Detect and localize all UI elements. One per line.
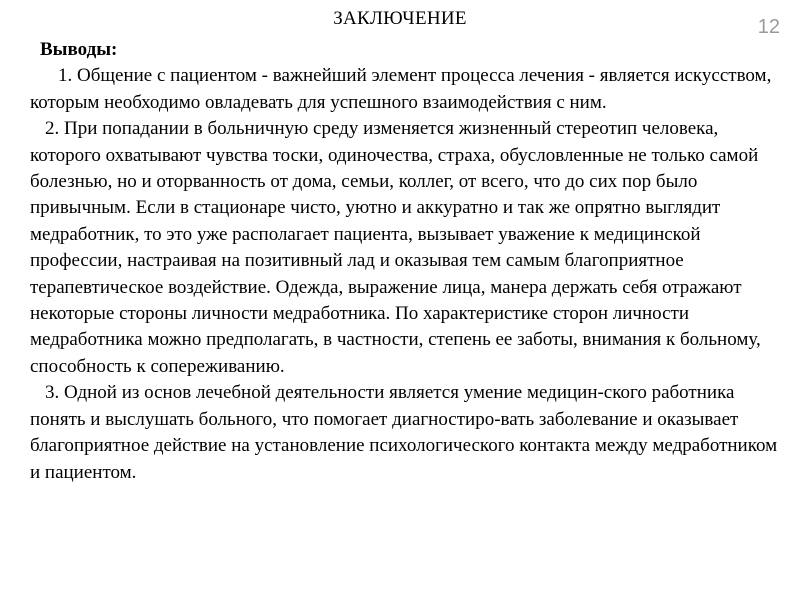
slide-title: ЗАКЛЮЧЕНИЕ xyxy=(333,8,467,29)
conclusion-paragraph-3: 3. Одной из основ лечебной деятельности является умение медицин-ского работника понять и выслушать больного, что помогает диагностиро-вать заболевание и оказывает благоприятное действие на установление психологического контакта между медработником и пациентом. xyxy=(30,382,778,483)
conclusions-heading: Выводы: xyxy=(40,39,118,60)
conclusions-body xyxy=(30,37,780,486)
conclusion-paragraph-2: 2. При попадании в больничную среду изменяется жизненный стереотип человека, которого охватывают чувства тоски, одиночества, страха, обусловленные не только самой болезнью, но и оторванность от дома, семьи, коллег, от всего, что до сих пор было привычным. Если в стационаре чисто, уютно и аккуратно и так же опрятно выглядит медработник, то это уже располагает пациента, вызывает уважение к медицинской профессии, настраивая на позитивный лад и оказывая тем самым благоприятное терапевтическое воздействие. Одежда, выражение лица, манера держать себя отражают некоторые стороны личности медработника. По характеристике сторон личности медработника можно предполагать, в частности, степень ее заботы, внимания к больному, способность к сопереживанию. xyxy=(30,118,761,377)
conclusion-paragraph-1: 1. Общение с пациентом - важнейший элемент процесса лечения - является искусством, которым необходимо овладевать для успешного взаимодействия с ним. xyxy=(30,65,772,113)
page-number: 12 xyxy=(757,16,780,38)
